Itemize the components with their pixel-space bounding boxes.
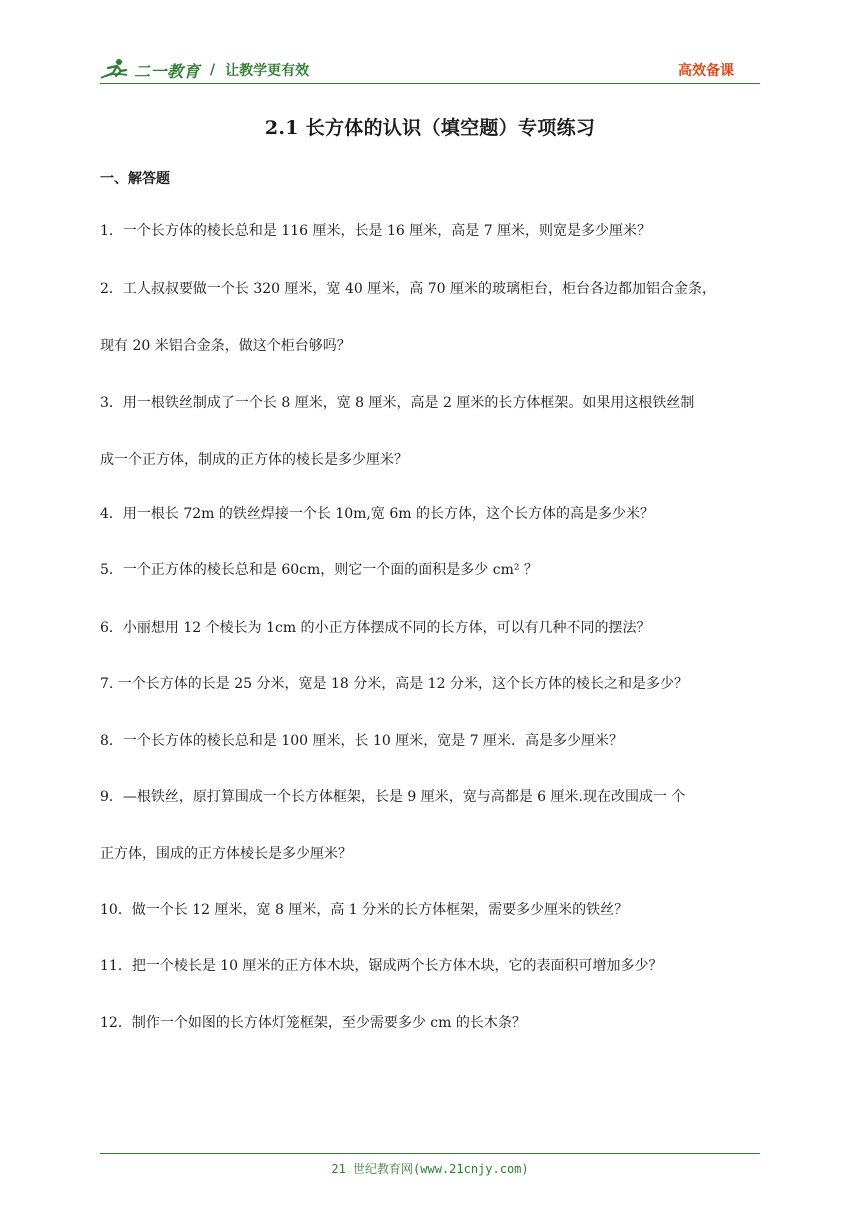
question-line: 9．—根铁丝，原打算围成一个长方体框架，长是 9 厘米，宽与高都是 6 厘米.现在改围成一 个 <box>100 789 686 805</box>
question-line: 7. 一个长方体的长是 25 分米，宽是 18 分米，高是 12 分米，这个长方体的棱长之和是多少？ <box>100 676 688 692</box>
logo-text: 二一教育 <box>134 61 201 81</box>
header-slogan: 让教学更有效 <box>225 63 310 79</box>
question-line: 1．一个长方体的棱长总和是 116 厘米，长是 16 厘米，高是 7 厘米，则宽是多少厘米？ <box>100 223 652 239</box>
question-line: 2．工人叔叔要做一个长 320 厘米，宽 40 厘米，高 70 厘米的玻璃柜台，柜台各边都加铝合金条， <box>100 281 716 297</box>
page-title: 2.1 长方体的认识（填空题）专项练习 <box>264 117 596 139</box>
question-line: 5．一个正方体的棱长总和是 60cm，则它一个面的面积是多少 cm² ？ <box>100 562 538 578</box>
question-line: 6．小丽想用 12 个棱长为 1cm 的小正方体摆成不同的长方体，可以有几种不同的摆法？ <box>100 620 651 636</box>
footer-divider <box>100 1153 760 1154</box>
question-line: 3．用一根铁丝制成了一个长 8 厘米，宽 8 厘米，高是 2 厘米的长方体框架。如果用这根铁丝制 <box>100 395 695 411</box>
section-heading: 一、解答题 <box>100 171 170 187</box>
header-separator: / <box>210 62 216 78</box>
header-right-label: 高效备课 <box>678 63 734 79</box>
page-footer: 21 世纪教育网(www.21cnjy.com) <box>331 1162 529 1176</box>
question-line: 12．制作一个如图的长方体灯笼框架，至少需要多少 cm 的长木条？ <box>100 1015 526 1031</box>
brand <box>100 58 309 82</box>
page-header <box>100 56 752 84</box>
header-divider <box>100 83 760 84</box>
question-line: 10．做一个长 12 厘米，宽 8 厘米，高 1 分米的长方体框架，需要多少厘米的铁丝？ <box>100 902 629 918</box>
question-line: 8．一个长方体的棱长总和是 100 厘米，长 10 厘米，宽是 7 厘米．高是多少厘米？ <box>100 733 624 749</box>
question-line: 11．把一个棱长是 10 厘米的正方体木块，锯成两个长方体木块，它的表面积可增加多少？ <box>100 958 663 974</box>
question-line: 正方体，围成的正方体棱长是多少厘米？ <box>100 846 352 862</box>
question-line: 4．用一根长 72m 的铁丝焊接一个长 10m,宽 6m 的长方体，这个长方体的高是多少米？ <box>100 506 654 522</box>
runner-logo-icon <box>100 58 128 82</box>
question-line: 现有 20 米铝合金条，做这个柜台够吗？ <box>100 338 351 354</box>
question-line: 成一个正方体，制成的正方体的棱长是多少厘米？ <box>100 452 408 468</box>
